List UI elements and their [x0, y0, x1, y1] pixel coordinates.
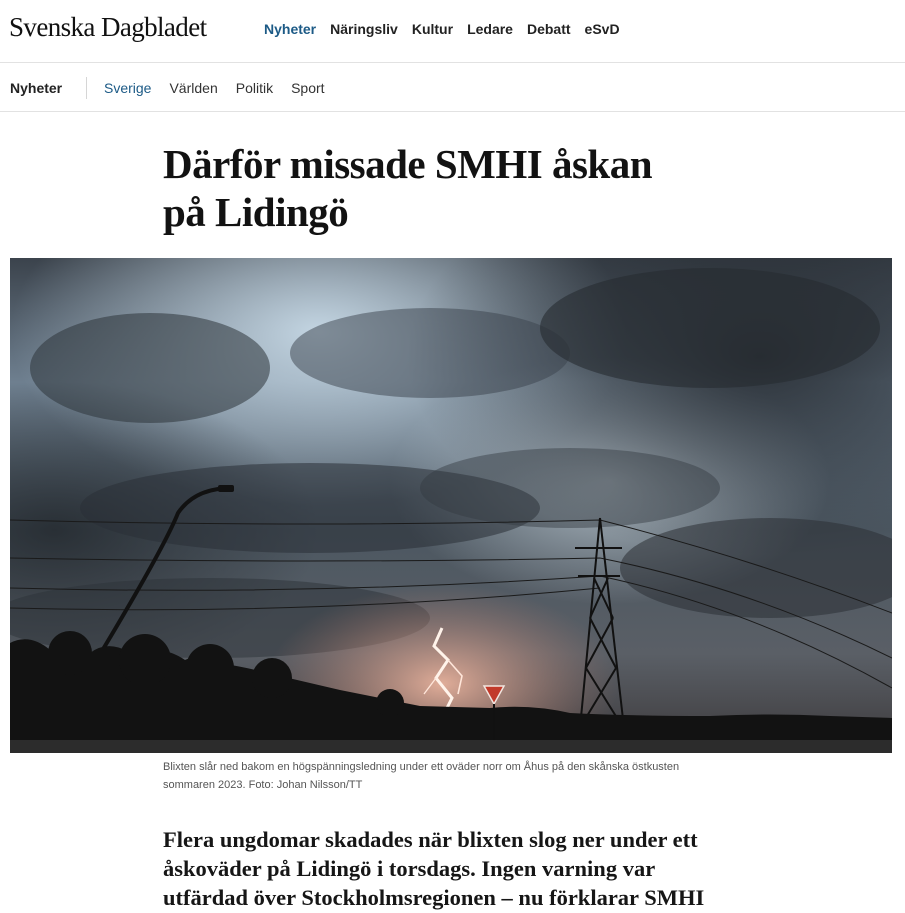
sub-nav-item-varlden[interactable]: Världen — [169, 80, 218, 96]
sub-nav-item-sport[interactable]: Sport — [291, 80, 325, 96]
section-subnav-bar — [0, 63, 905, 112]
main-nav-item-ledare[interactable]: Ledare — [467, 21, 513, 37]
subnav-divider — [86, 77, 87, 99]
main-nav — [264, 21, 634, 37]
main-nav-item-nyheter[interactable]: Nyheter — [264, 21, 317, 37]
site-logo[interactable]: Svenska Dagbladet — [9, 12, 207, 42]
main-nav-item-esvd[interactable]: eSvD — [584, 21, 620, 37]
sub-nav — [104, 80, 343, 96]
section-title[interactable]: Nyheter — [10, 80, 63, 96]
article-headline: Därför missade SMHI åskan på Lidingö — [163, 141, 653, 235]
article-lead: Flera ungdomar skadades när blixten slog ner under ett åskoväder på Lidingö i torsdags. Ingen varning var utfärdad över Stockholmsregionen – nu förklarar SMHI — [163, 827, 705, 910]
article-hero-image[interactable] — [10, 258, 892, 753]
sub-nav-item-politik[interactable]: Politik — [235, 80, 274, 96]
sub-nav-item-sverige[interactable]: Sverige — [104, 80, 152, 96]
main-nav-item-naringsliv[interactable]: Näringsliv — [330, 21, 398, 37]
image-caption: Blixten slår ned bakom en högspänningsledning under ett oväder norr om Åhus på den skånska östkusten sommaren 2023. Foto: Johan Nilsson/TT — [163, 761, 680, 791]
site-header — [0, 0, 905, 63]
main-nav-item-debatt[interactable]: Debatt — [526, 21, 571, 37]
main-nav-item-kultur[interactable]: Kultur — [411, 21, 454, 37]
